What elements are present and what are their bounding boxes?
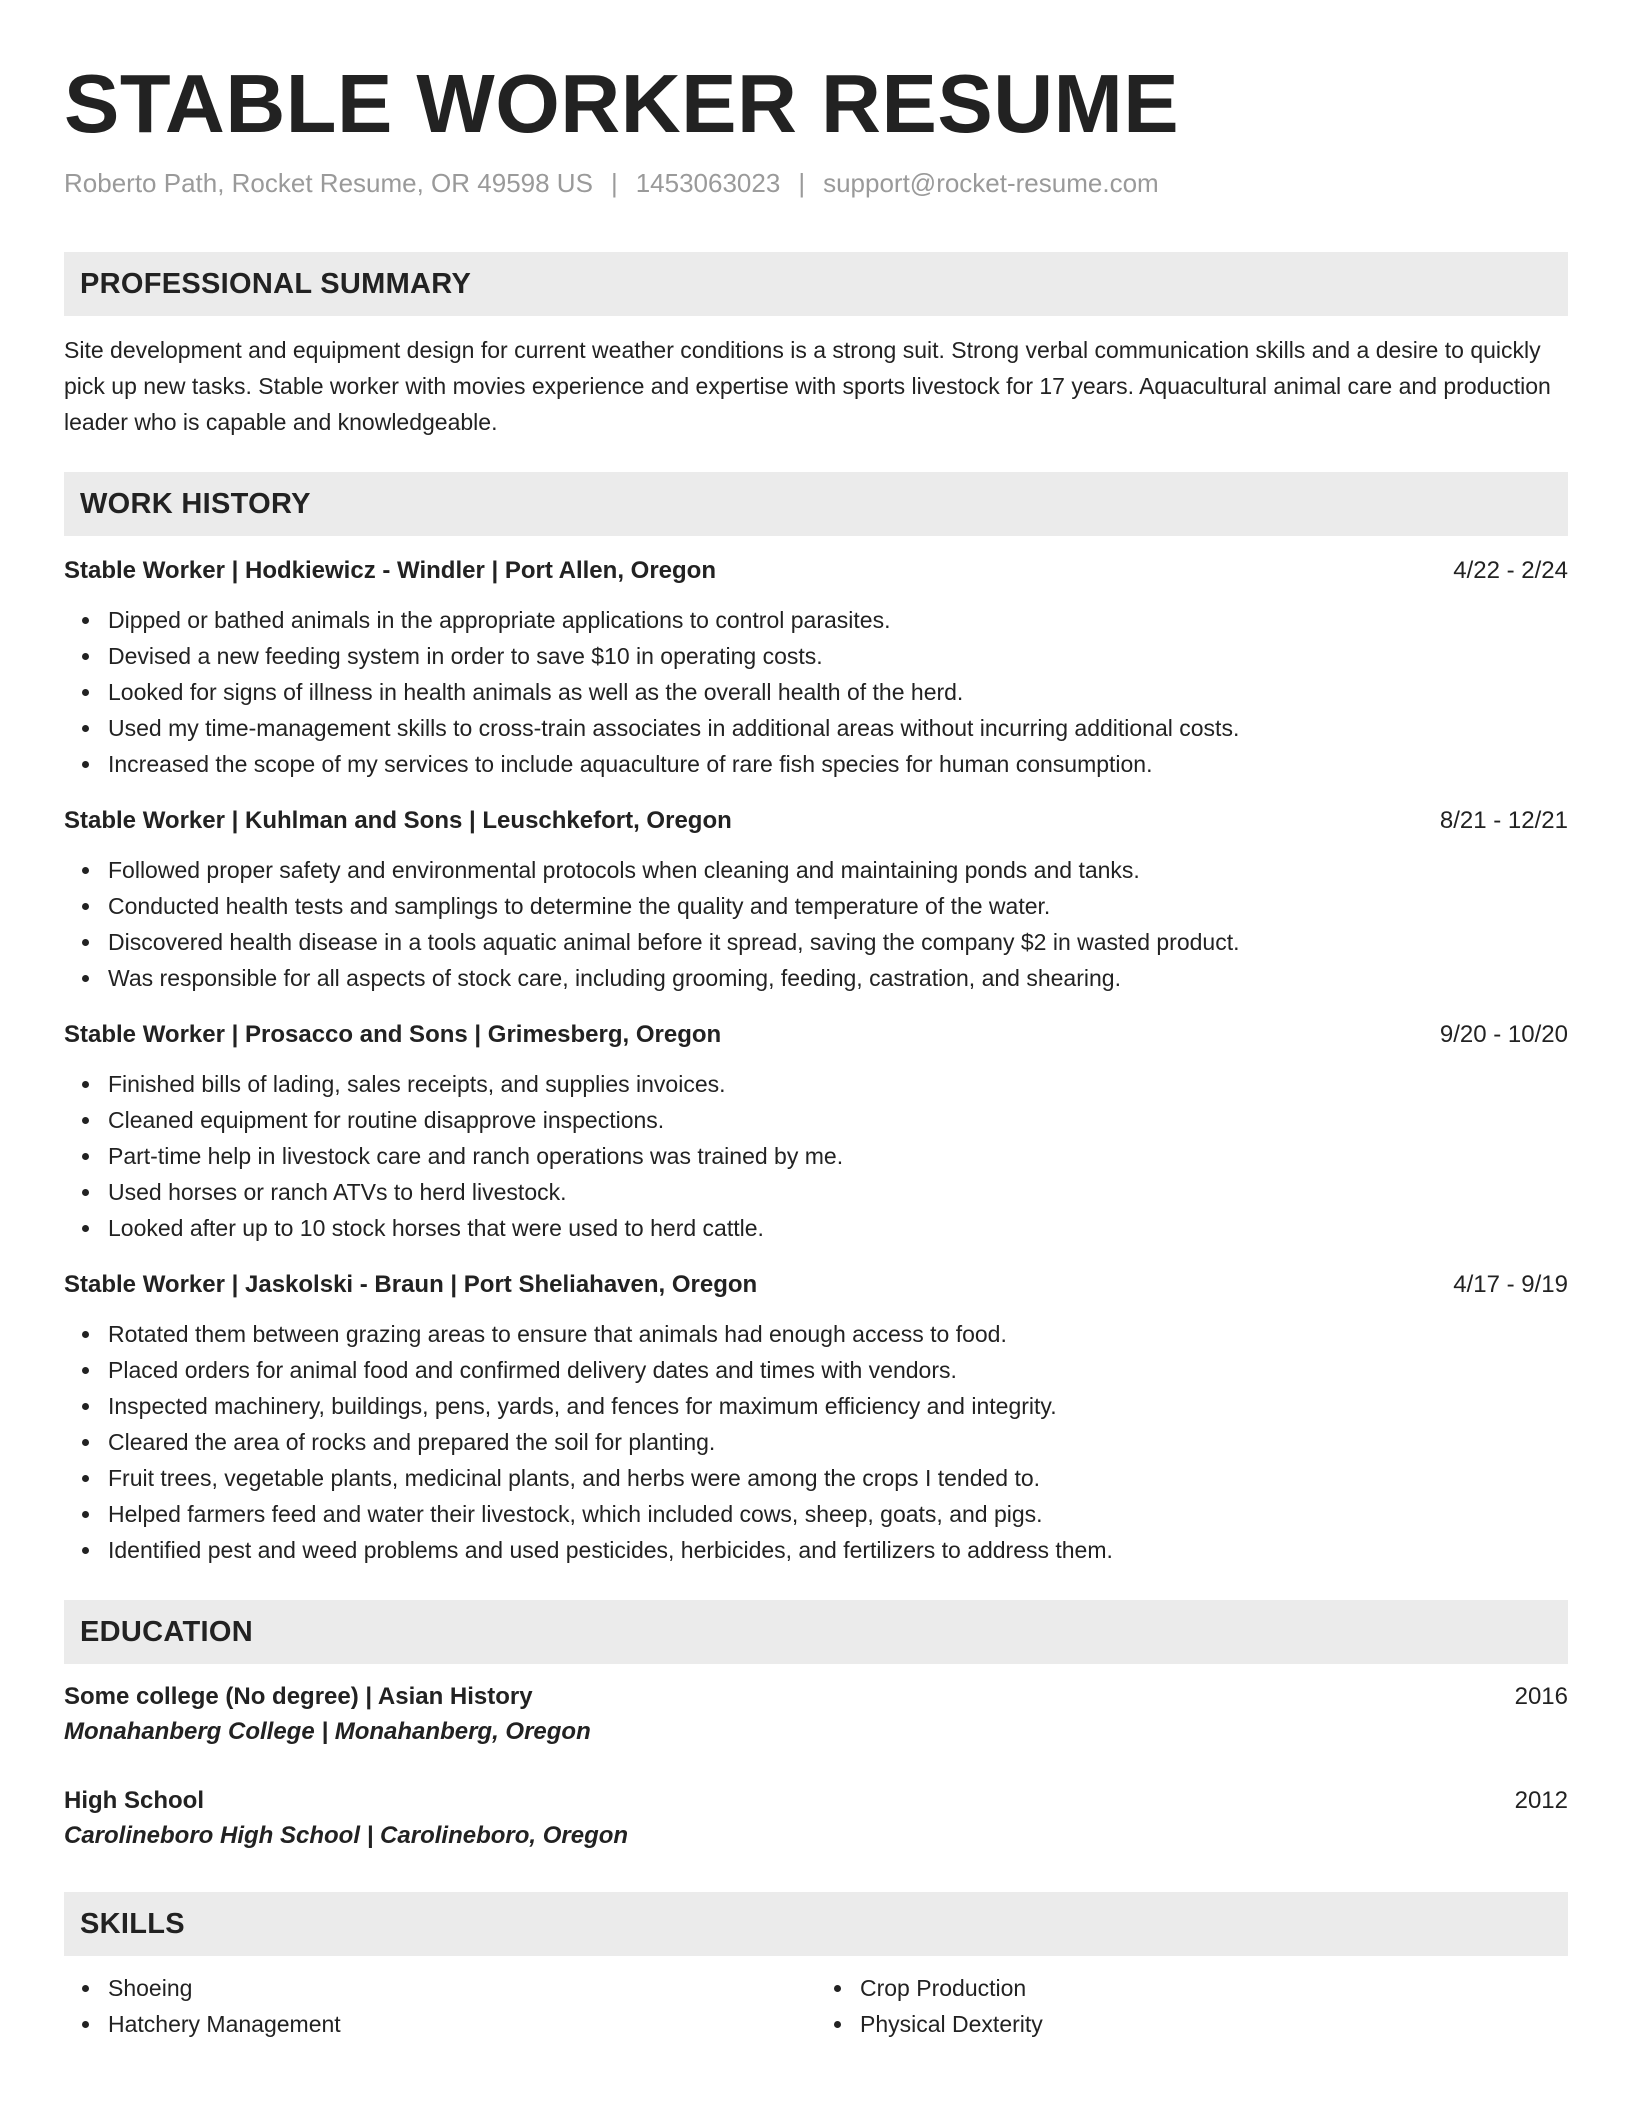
contact-separator: | (610, 168, 618, 198)
contact-email: support@rocket-resume.com (823, 168, 1159, 198)
education-school: Monahanberg College | Monahanberg, Oregon (64, 1718, 591, 1745)
job-header (64, 1268, 1568, 1302)
job-entry (64, 554, 1568, 782)
education-header (64, 1784, 1568, 1818)
education-degree: High School (64, 1787, 204, 1814)
skill-item: Physical Dexterity (860, 2006, 1568, 2042)
skills-column-left (64, 1970, 816, 2042)
job-dates: 4/17 - 9/19 (1453, 1271, 1568, 1298)
job-duty: Rotated them between grazing areas to ensure that animals had enough access to food. (108, 1316, 1568, 1352)
job-entry (64, 1268, 1568, 1568)
education-school: Carolineboro High School | Carolineboro, Oregon (64, 1822, 629, 1849)
job-duties-list (64, 1316, 1568, 1568)
work-history-section-header: WORK HISTORY (64, 472, 1568, 536)
job-duties-list (64, 602, 1568, 782)
job-header (64, 554, 1568, 588)
contact-address: Roberto Path, Rocket Resume, OR 49598 US (64, 168, 593, 198)
education-entry (64, 1680, 1568, 1750)
job-duty: Placed orders for animal food and confirmed delivery dates and times with vendors. (108, 1352, 1568, 1388)
job-entry (64, 804, 1568, 996)
job-duty: Conducted health tests and samplings to determine the quality and temperature of the water. (108, 888, 1568, 924)
skill-item: Shoeing (108, 1970, 816, 2006)
summary-section-header: PROFESSIONAL SUMMARY (64, 252, 1568, 316)
job-duties-list (64, 1066, 1568, 1246)
job-duty: Increased the scope of my services to include aquaculture of rare fish species for human consumption. (108, 746, 1568, 782)
job-entry (64, 1018, 1568, 1246)
education-year: 2012 (1514, 1787, 1568, 1814)
education-section-header: EDUCATION (64, 1600, 1568, 1664)
summary-text: Site development and equipment design for current weather conditions is a strong suit. Strong verbal communication skills and a desire to quickly pick up new tasks. Stable worker with movies experience and expertise with sports livestock for 17 years. Aquacultural animal care and production leader who is capable and knowledgeable. (64, 337, 1551, 435)
skills-list (64, 1970, 1568, 2042)
job-title: Stable Worker | Jaskolski - Braun | Port Sheliahaven, Oregon (64, 1271, 758, 1298)
job-duty: Used horses or ranch ATVs to herd livestock. (108, 1174, 1568, 1210)
job-header (64, 804, 1568, 838)
job-duties-list (64, 852, 1568, 996)
job-title: Stable Worker | Prosacco and Sons | Grimesberg, Oregon (64, 1021, 722, 1048)
job-title: Stable Worker | Kuhlman and Sons | Leuschkefort, Oregon (64, 807, 732, 834)
job-duty: Helped farmers feed and water their livestock, which included cows, sheep, goats, and pigs. (108, 1496, 1568, 1532)
job-duty: Inspected machinery, buildings, pens, yards, and fences for maximum efficiency and integrity. (108, 1388, 1568, 1424)
contact-line (64, 166, 1568, 200)
job-header (64, 1018, 1568, 1052)
job-duty: Looked after up to 10 stock horses that were used to herd cattle. (108, 1210, 1568, 1246)
job-duty: Identified pest and weed problems and used pesticides, herbicides, and fertilizers to address them. (108, 1532, 1568, 1568)
job-duty: Followed proper safety and environmental protocols when cleaning and maintaining ponds and tanks. (108, 852, 1568, 888)
skill-item: Crop Production (860, 1970, 1568, 2006)
education-year: 2016 (1514, 1683, 1568, 1710)
education-degree: Some college (No degree) | Asian History (64, 1683, 533, 1710)
education-header (64, 1680, 1568, 1714)
job-duty: Devised a new feeding system in order to save $10 in operating costs. (108, 638, 1568, 674)
contact-separator: | (798, 168, 806, 198)
skills-section-header: SKILLS (64, 1892, 1568, 1956)
contact-phone: 1453063023 (635, 168, 781, 198)
page-title: STABLE WORKER RESUME (64, 57, 1180, 150)
job-duty: Cleaned equipment for routine disapprove inspections. (108, 1102, 1568, 1138)
job-dates: 9/20 - 10/20 (1439, 1021, 1568, 1048)
job-dates: 8/21 - 12/21 (1439, 807, 1568, 834)
job-dates: 4/22 - 2/24 (1453, 557, 1568, 584)
job-duty: Part-time help in livestock care and ranch operations was trained by me. (108, 1138, 1568, 1174)
job-duty: Used my time-management skills to cross-train associates in additional areas without incurring additional costs. (108, 710, 1568, 746)
job-duty: Was responsible for all aspects of stock care, including grooming, feeding, castration, and shearing. (108, 960, 1568, 996)
job-duty: Discovered health disease in a tools aquatic animal before it spread, saving the company $2 in wasted product. (108, 924, 1568, 960)
job-duty: Dipped or bathed animals in the appropriate applications to control parasites. (108, 602, 1568, 638)
job-duty: Looked for signs of illness in health animals as well as the overall health of the herd. (108, 674, 1568, 710)
skill-item: Hatchery Management (108, 2006, 816, 2042)
job-duty: Finished bills of lading, sales receipts, and supplies invoices. (108, 1066, 1568, 1102)
job-duty: Fruit trees, vegetable plants, medicinal plants, and herbs were among the crops I tended to. (108, 1460, 1568, 1496)
education-entry (64, 1784, 1568, 1854)
job-duty: Cleared the area of rocks and prepared the soil for planting. (108, 1424, 1568, 1460)
job-title: Stable Worker | Hodkiewicz - Windler | Port Allen, Oregon (64, 557, 716, 584)
skills-column-right (816, 1970, 1568, 2042)
